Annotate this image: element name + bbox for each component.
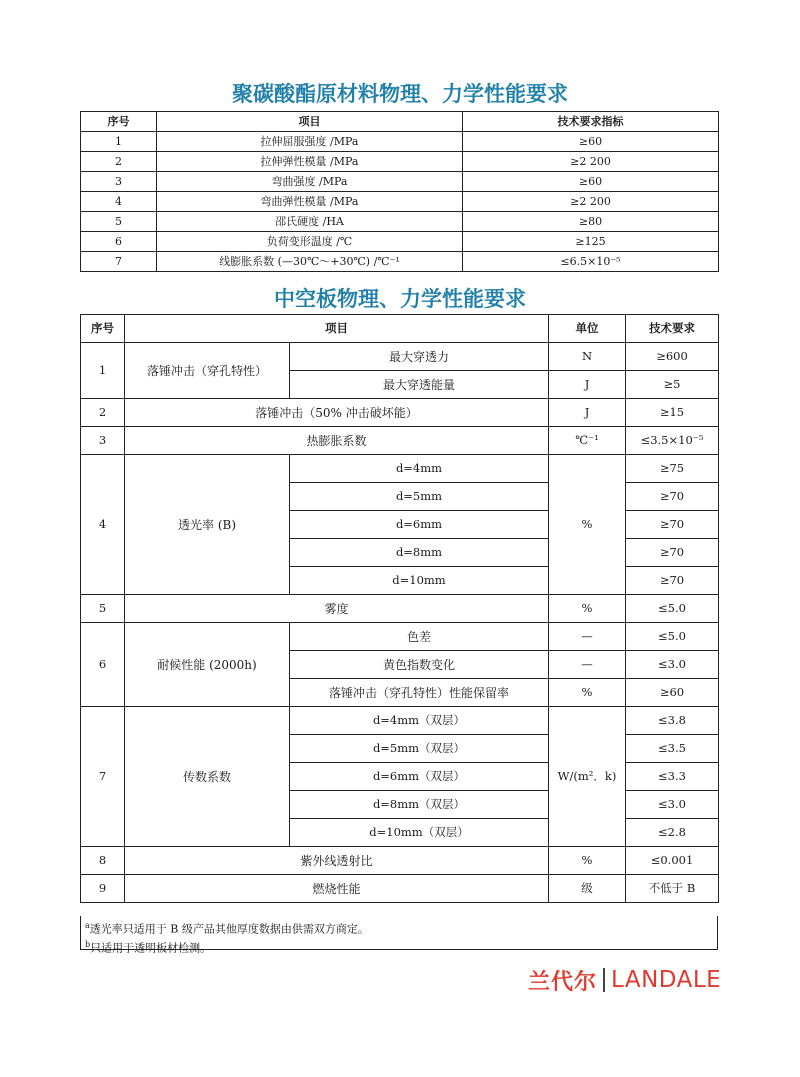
cell-unit: J xyxy=(549,371,626,399)
cell-requirement: ≥60 xyxy=(463,172,719,192)
cell-requirement: ≤3.0 xyxy=(626,651,719,679)
cell-requirement: ≥2 200 xyxy=(463,152,719,172)
table-row xyxy=(81,707,719,735)
landale-logo xyxy=(528,964,721,996)
cell-requirement: ≤3.5×10⁻⁵ xyxy=(626,427,719,455)
cell-requirement: ≤6.5×10⁻⁵ xyxy=(463,252,719,272)
cell-requirement: ≥80 xyxy=(463,212,719,232)
cell-no: 1 xyxy=(81,343,125,399)
cell-requirement: ≤3.5 xyxy=(626,735,719,763)
cell-subitem: d=6mm xyxy=(290,511,549,539)
table-row xyxy=(81,152,719,172)
cell-item: 紫外线透射比 xyxy=(125,847,549,875)
cell-unit: N xyxy=(549,343,626,371)
material-properties-table xyxy=(80,111,719,272)
header-item: 项目 xyxy=(125,315,549,343)
cell-no: 6 xyxy=(81,623,125,707)
cell-subitem: d=4mm xyxy=(290,455,549,483)
header-requirement: 技术要求指标 xyxy=(463,112,719,132)
cell-unit: ℃⁻¹ xyxy=(549,427,626,455)
cell-requirement: ≤3.0 xyxy=(626,791,719,819)
cell-item: 邵氏硬度 /HA xyxy=(157,212,463,232)
cell-subitem: d=8mm（双层） xyxy=(290,791,549,819)
cell-subitem: d=5mm xyxy=(290,483,549,511)
cell-item: 负荷变形温度 /℃ xyxy=(157,232,463,252)
cell-no: 3 xyxy=(81,172,157,192)
cell-requirement: ≤5.0 xyxy=(626,595,719,623)
table-row xyxy=(81,427,719,455)
cell-requirement: ≥75 xyxy=(626,455,719,483)
cell-no: 8 xyxy=(81,847,125,875)
cell-unit: % xyxy=(549,679,626,707)
cell-requirement: ≥70 xyxy=(626,539,719,567)
cell-no: 4 xyxy=(81,455,125,595)
header-unit: 单位 xyxy=(549,315,626,343)
table-footnotes xyxy=(80,916,718,955)
cell-no: 5 xyxy=(81,212,157,232)
cell-requirement: ≥600 xyxy=(626,343,719,371)
cell-item: 雾度 xyxy=(125,595,549,623)
cell-requirement: ≥70 xyxy=(626,567,719,595)
cell-subitem: d=10mm xyxy=(290,567,549,595)
cell-subitem: d=4mm（双层） xyxy=(290,707,549,735)
cell-requirement: ≥60 xyxy=(626,679,719,707)
cell-no: 3 xyxy=(81,427,125,455)
cell-item: 线膨胀系数 (—30℃～+30℃) /℃⁻¹ xyxy=(157,252,463,272)
cell-no: 7 xyxy=(81,252,157,272)
cell-requirement: 不低于 B xyxy=(626,875,719,903)
table-row xyxy=(81,232,719,252)
footnote-a xyxy=(85,918,713,937)
cell-no: 6 xyxy=(81,232,157,252)
cell-requirement: ≥70 xyxy=(626,511,719,539)
cell-requirement: ≤0.001 xyxy=(626,847,719,875)
footnote-b xyxy=(85,937,713,956)
cell-unit: J xyxy=(549,399,626,427)
cell-unit: % xyxy=(549,455,626,595)
cell-requirement: ≥125 xyxy=(463,232,719,252)
cell-requirement: ≤3.3 xyxy=(626,763,719,791)
cell-requirement: ≤3.8 xyxy=(626,707,719,735)
cell-unit: % xyxy=(549,847,626,875)
cell-requirement: ≥2 200 xyxy=(463,192,719,212)
cell-subitem: d=10mm（双层） xyxy=(290,819,549,847)
cell-subitem: d=6mm（双层） xyxy=(290,763,549,791)
cell-item: 传数系数 xyxy=(125,707,290,847)
cell-no: 1 xyxy=(81,132,157,152)
cell-requirement: ≥15 xyxy=(626,399,719,427)
cell-item: 透光率 (B) xyxy=(125,455,290,595)
table-row xyxy=(81,252,719,272)
cell-requirement: ≥70 xyxy=(626,483,719,511)
cell-item: 拉伸屈服强度 /MPa xyxy=(157,132,463,152)
table-row xyxy=(81,212,719,232)
cell-subitem: 色差 xyxy=(290,623,549,651)
table-row xyxy=(81,399,719,427)
cell-no: 9 xyxy=(81,875,125,903)
cell-item: 弯曲弹性模量 /MPa xyxy=(157,192,463,212)
footnote-mark: b xyxy=(85,939,91,949)
cell-item: 弯曲强度 /MPa xyxy=(157,172,463,192)
table-row xyxy=(81,172,719,192)
logo-chinese: 兰代尔 xyxy=(528,969,598,995)
cell-subitem: 最大穿透能量 xyxy=(290,371,549,399)
cell-unit: — xyxy=(549,651,626,679)
cell-item: 燃烧性能 xyxy=(125,875,549,903)
cell-subitem: 最大穿透力 xyxy=(290,343,549,371)
cell-requirement: ≥60 xyxy=(463,132,719,152)
table-row xyxy=(81,875,719,903)
logo-divider xyxy=(603,968,605,992)
footnote-text: 透光率只适用于 B 级产品其他厚度数据由供需双方商定。 xyxy=(89,922,369,936)
table-row xyxy=(81,595,719,623)
cell-unit: W/(m²．k) xyxy=(549,707,626,847)
table-row xyxy=(81,192,719,212)
cell-no: 5 xyxy=(81,595,125,623)
cell-unit: — xyxy=(549,623,626,651)
table-row xyxy=(81,847,719,875)
table1-title: 聚碳酸酯原材料物理、力学性能要求 xyxy=(232,82,568,106)
cell-requirement: ≤2.8 xyxy=(626,819,719,847)
cell-subitem: d=8mm xyxy=(290,539,549,567)
logo-english: LANDALE xyxy=(611,967,722,993)
cell-no: 2 xyxy=(81,152,157,172)
table-row xyxy=(81,455,719,483)
cell-subitem: 黄色指数变化 xyxy=(290,651,549,679)
cell-no: 4 xyxy=(81,192,157,212)
cell-item: 落锤冲击（穿孔特性） xyxy=(125,343,290,399)
table-row xyxy=(81,343,719,371)
cell-item: 落锤冲击（50% 冲击破坏能） xyxy=(125,399,549,427)
table-header-row xyxy=(81,112,719,132)
table-row xyxy=(81,623,719,651)
cell-unit: % xyxy=(549,595,626,623)
cell-item: 拉伸弹性模量 /MPa xyxy=(157,152,463,172)
cell-item: 热膨胀系数 xyxy=(125,427,549,455)
cell-subitem: 落锤冲击（穿孔特性）性能保留率 xyxy=(290,679,549,707)
cell-item: 耐候性能 (2000h) xyxy=(125,623,290,707)
table-header-row xyxy=(81,315,719,343)
footnote-mark: a xyxy=(85,921,90,930)
cell-requirement: ≤5.0 xyxy=(626,623,719,651)
cell-unit: 级 xyxy=(549,875,626,903)
header-item: 项目 xyxy=(157,112,463,132)
hollow-sheet-properties-table xyxy=(80,314,719,903)
header-requirement: 技术要求 xyxy=(626,315,719,343)
cell-no: 2 xyxy=(81,399,125,427)
table-row xyxy=(81,132,719,152)
table2-title: 中空板物理、力学性能要求 xyxy=(274,287,526,311)
cell-subitem: d=5mm（双层） xyxy=(290,735,549,763)
cell-no: 7 xyxy=(81,707,125,847)
footnote-text: 只适用于透明板材检测。 xyxy=(90,941,212,955)
header-no: 序号 xyxy=(81,315,125,343)
cell-requirement: ≥5 xyxy=(626,371,719,399)
header-no: 序号 xyxy=(81,112,157,132)
